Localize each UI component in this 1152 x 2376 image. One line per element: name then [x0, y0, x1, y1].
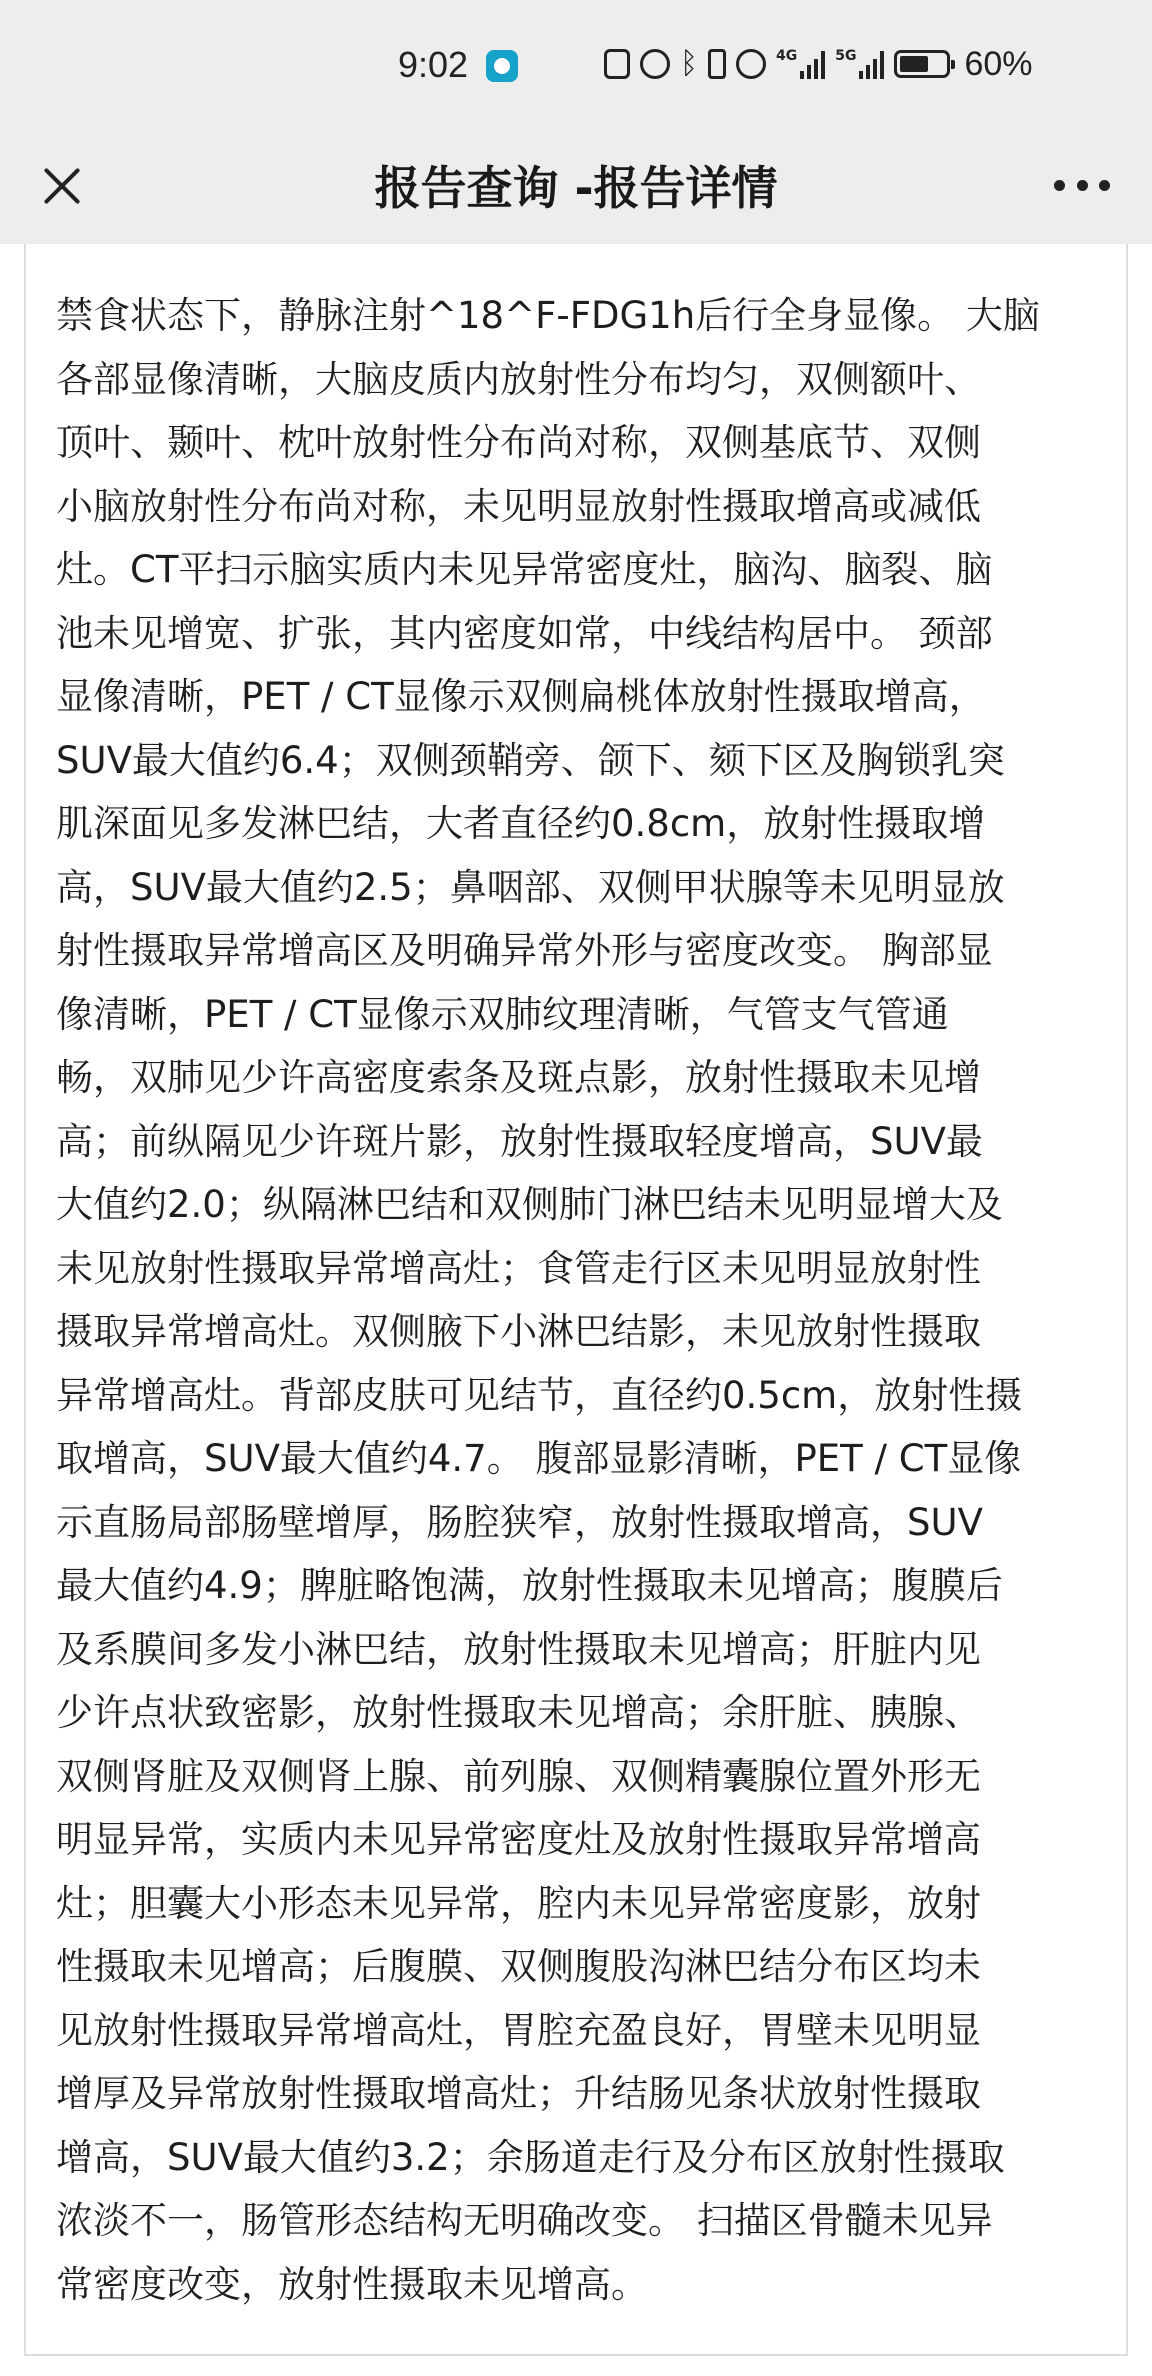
- more-dot: [1054, 180, 1065, 191]
- status-icons: [604, 44, 1033, 84]
- signal-icon: [776, 49, 825, 79]
- page-title: 报告查询 -报告详情: [374, 161, 778, 215]
- status-bar: [0, 0, 1152, 132]
- more-dot: [1077, 180, 1088, 191]
- network-5g-label: 5G: [835, 48, 857, 64]
- nav-bar: [0, 132, 1152, 244]
- vibrate-icon: [708, 49, 726, 79]
- network-4g-label: 4G: [776, 48, 798, 64]
- status-time: 9:02: [398, 44, 469, 85]
- alarm-icon: [640, 49, 670, 79]
- hotspot-icon: [736, 49, 766, 79]
- more-icon[interactable]: [1054, 170, 1110, 200]
- bluetooth-icon: ᛒ: [680, 46, 698, 81]
- more-dot: [1099, 180, 1110, 191]
- report-content[interactable]: [0, 244, 1152, 2376]
- app-badge-icon: [486, 50, 518, 82]
- signal-icon: [835, 49, 884, 79]
- battery-percent: 60%: [964, 44, 1033, 83]
- nfc-icon: [604, 49, 630, 79]
- report-findings-text: 禁食状态下，静脉注射^18^F-FDG1h后行全身显像。 大脑 各部显像清晰，大脑皮质内放射性分布均匀，双侧额叶、 顶叶、颞叶、枕叶放射性分布尚对称，双侧基底节、双侧 小脑放射性分布尚对称，未见明显放射性摄取增高或减低 灶。CT平扫示脑实质内未见异常密度灶，脑沟、脑裂、脑 池未见增宽、扩张，其内密度如常，中线结构居中。 颈部 显像清晰，PET / CT显像示双侧扁桃体放射性摄取增高， SUV最大值约6.4；双侧颈鞘旁、颌下、颏下区及胸锁乳突 肌深面见多发淋巴结，大者直径约0.8cm，放射性摄取增 高，SUV最大值约2.5；鼻咽部、双侧甲状腺等未见明显放 射性摄取异常增高区及明确异常外形与密度改变。 胸部显 像清晰，PET / CT显像示双肺纹理清晰，气管支气管通 畅，双肺见少许高密度索条及斑点影，放射性摄取未见增 高；前纵隔见少许斑片影，放射性摄取轻度增高，SUV最 大值约2.0；纵隔淋巴结和双侧肺门淋巴结未见明显增大及 未见放射性摄取异常增高灶；食管走行区未见明显放射性 摄取异常增高灶。双侧腋下小淋巴结影，未见放射性摄取 异常增高灶。背部皮肤可见结节，直径约0.5cm，放射性摄 取增高，SUV最大值约4.7。 腹部显影清晰，PET / CT显像 示直肠局部肠壁增厚，肠腔狭窄，放射性摄取增高，SUV 最大值约4.9；脾脏略饱满，放射性摄取未见增高；腹膜后 及系膜间多发小淋巴结，放射性摄取未见增高；肝脏内见 少许点状致密影，放射性摄取未见增高；余肝脏、胰腺、 双侧肾脏及双侧肾上腺、前列腺、双侧精囊腺位置外形无 明显异常，实质内未见异常密度灶及放射性摄取异常增高 灶；胆囊大小形态未见异常，腔内未见异常密度影，放射 性摄取未见增高；后腹膜、双侧腹股沟淋巴结分布区均未 见放射性摄取异常增高灶，胃腔充盈良好，胃壁未见明显 增厚及异常放射性摄取增高灶；升结肠见条状放射性摄取 增高，SUV最大值约3.2；余肠道走行及分布区放射性摄取 浓淡不一，肠管形态结构无明确改变。 扫描区骨髓未见异 常密度改变，放射性摄取未见增高。: [56, 294, 1040, 2306]
- battery-icon: [894, 50, 950, 78]
- report-card: [24, 244, 1128, 2356]
